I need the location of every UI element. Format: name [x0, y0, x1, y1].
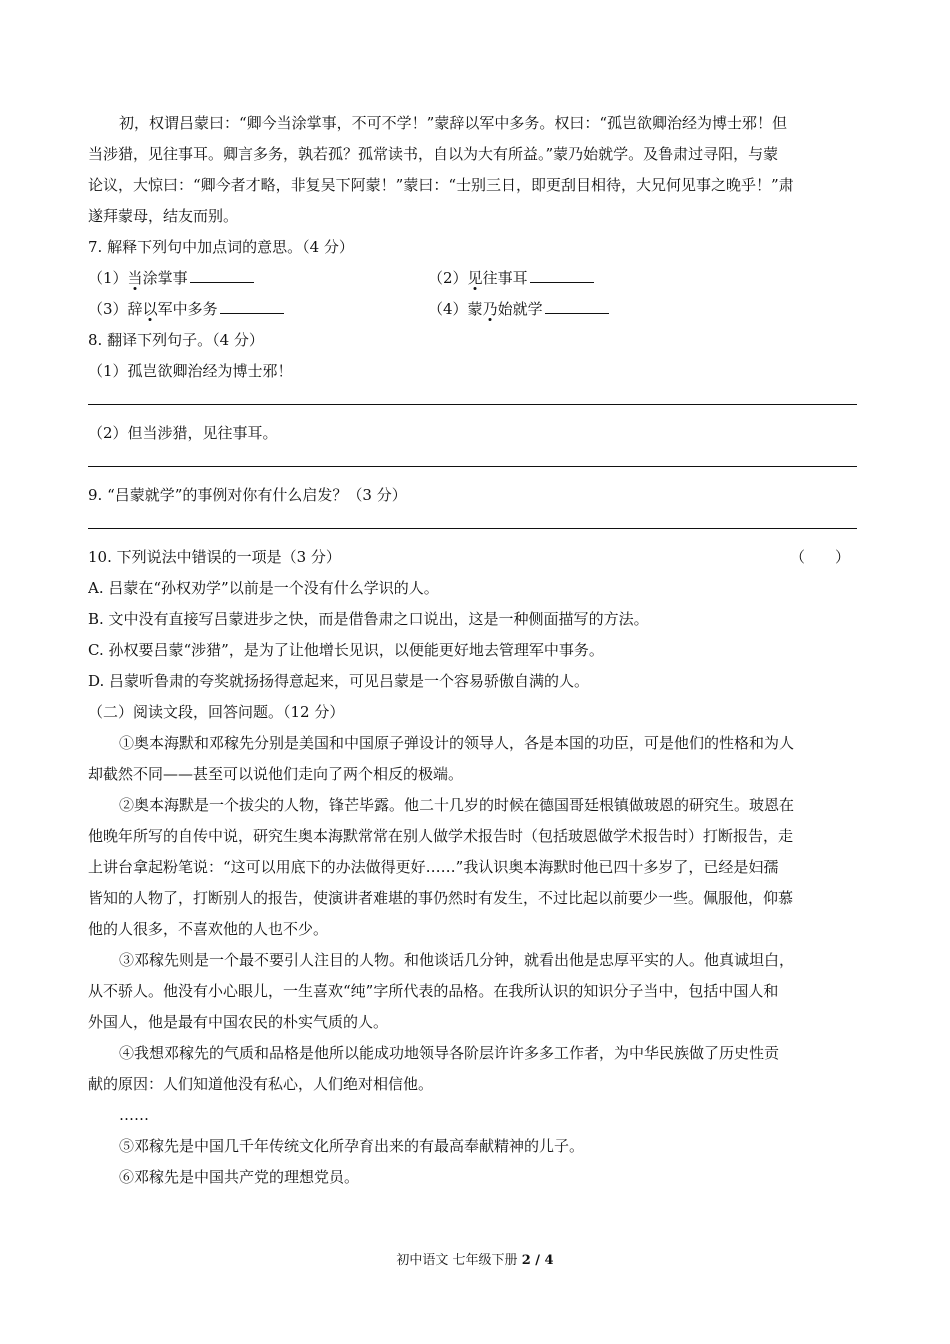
question-7-row — [88, 263, 864, 294]
passage-line: 初，权谓吕蒙曰：“卿今当涂掌事，不可不学！”蒙辞以军中多务。权曰：“孤岂欲卿治经为博士邪！但 — [119, 114, 788, 132]
question-10-title: 10. 下列说法中错误的一项是（3 分） — [88, 548, 341, 566]
passage-line: ④我想邓稼先的气质和品格是他所以能成功地领导各阶层许许多多工作者，为中华民族做了历史性贡 — [119, 1044, 780, 1062]
section-2-passage — [88, 728, 864, 1193]
passage-line: 皆知的人物了，打断别人的报告，使演讲者难堪的事仍然时有发生，不过比起以前要少一些。佩服他，仰慕 — [88, 889, 794, 907]
answer-blank[interactable] — [545, 295, 609, 314]
question-7-row — [88, 294, 864, 325]
passage-line: ⑥邓稼先是中国共产党的理想党员。 — [119, 1168, 360, 1186]
passage-line: 上讲台拿起粉笔说：“这可以用底下的办法做得更好……”我认识奥本海默时他已四十多岁了，已经是妇孺 — [88, 858, 779, 876]
passage-line: 论议，大惊曰：“卿今者才略，非复吴下阿蒙！”蒙曰：“士别三日，即更刮目相待，大兄何见事之晚乎！”肃 — [88, 176, 794, 194]
q7-item-1: （1）当涂掌事 — [88, 269, 254, 287]
dotted-word: 乃 — [482, 300, 498, 318]
exam-content — [88, 108, 864, 1193]
passage-line: ①奥本海默和邓稼先分别是美国和中国原子弹设计的领导人，各是本国的功臣，可是他们的性格和为人 — [119, 734, 795, 752]
question-8-sentence-1: （1）孤岂欲卿治经为博士邪！ — [88, 362, 293, 380]
question-8-sentence-2: （2）但当涉猎，见往事耳。 — [88, 424, 278, 442]
dotted-word: 见 — [467, 269, 483, 287]
question-9-title: 9. “吕蒙就学”的事例对你有什么启发？（3 分） — [88, 486, 407, 504]
answer-blank[interactable] — [190, 264, 254, 283]
option-c: C. 孙权要吕蒙“涉猎”，是为了让他增长见识，以便能更好地去管理军中事务。 — [88, 641, 604, 659]
passage-line: 献的原因：人们知道他没有私心，人们绝对相信他。 — [88, 1075, 434, 1093]
q7-item-3: （3）辞以军中多务 — [88, 300, 284, 318]
passage-line: …… — [119, 1106, 149, 1124]
passage-line: ②奥本海默是一个拔尖的人物，锋芒毕露。他二十几岁的时候在德国哥廷根镇做玻恩的研究生。玻恩在 — [119, 796, 795, 814]
passage-line: 他晚年所写的自传中说，研究生奥本海默常常在别人做学术报告时（包括玻恩做学术报告时）打断报告，走 — [88, 827, 794, 845]
answer-blank[interactable] — [530, 264, 594, 283]
option-a: A. 吕蒙在“孙权劝学”以前是一个没有什么学识的人。 — [88, 579, 439, 597]
answer-line[interactable] — [88, 387, 864, 418]
question-10-title-row — [88, 542, 864, 573]
answer-line[interactable] — [88, 511, 864, 542]
question-8-title: 8. 翻译下列句子。（4 分） — [88, 331, 264, 349]
passage-line: 从不骄人。他没有小心眼儿，一生喜欢“纯”字所代表的品格。在我所认识的知识分子当中，包括中国人和 — [88, 982, 779, 1000]
option-b: B. 文中没有直接写吕蒙进步之快，而是借鲁肃之口说出，这是一种侧面描写的方法。 — [88, 610, 649, 628]
question-7-title: 7. 解释下列句中加点词的意思。（4 分） — [88, 238, 354, 256]
page-footer — [0, 1249, 950, 1268]
answer-parenthesis[interactable]: （ ） — [789, 548, 850, 566]
q7-item-2: （2）见往事耳 — [428, 263, 594, 294]
dotted-word: 以 — [142, 300, 158, 318]
passage-line: 却截然不同——甚至可以说他们走向了两个相反的极端。 — [88, 765, 464, 783]
passage-line: ⑤邓稼先是中国几千年传统文化所孕育出来的有最高奉献精神的儿子。 — [119, 1137, 585, 1155]
option-d: D. 吕蒙听鲁肃的夸奖就扬扬得意起来，可见吕蒙是一个容易骄傲自满的人。 — [88, 672, 590, 690]
passage-line: ③邓稼先则是一个最不要引人注目的人物。和他谈话几分钟，就看出他是忠厚平实的人。他真诚坦白， — [119, 951, 795, 969]
passage-line: 当涉猎，见往事耳。卿言多务，孰若孤？孤常读书，自以为大有所益。”蒙乃始就学。及鲁肃过寻阳，与蒙 — [88, 145, 779, 163]
q7-item-4: （4）蒙乃始就学 — [428, 294, 609, 325]
footer-text: 初中语文 七年级下册 — [396, 1253, 522, 1268]
passage-line: 遂拜蒙母，结友而别。 — [88, 207, 239, 225]
passage-line: 他的人很多，不喜欢他的人也不少。 — [88, 920, 329, 938]
answer-blank[interactable] — [220, 295, 284, 314]
answer-line[interactable] — [88, 449, 864, 480]
section-2-title: （二）阅读文段，回答问题。（12 分） — [88, 703, 345, 721]
dotted-word: 当 — [127, 269, 143, 287]
passage-line: 外国人，他是最有中国农民的朴实气质的人。 — [88, 1013, 389, 1031]
page-number: 2 / 4 — [521, 1253, 554, 1268]
